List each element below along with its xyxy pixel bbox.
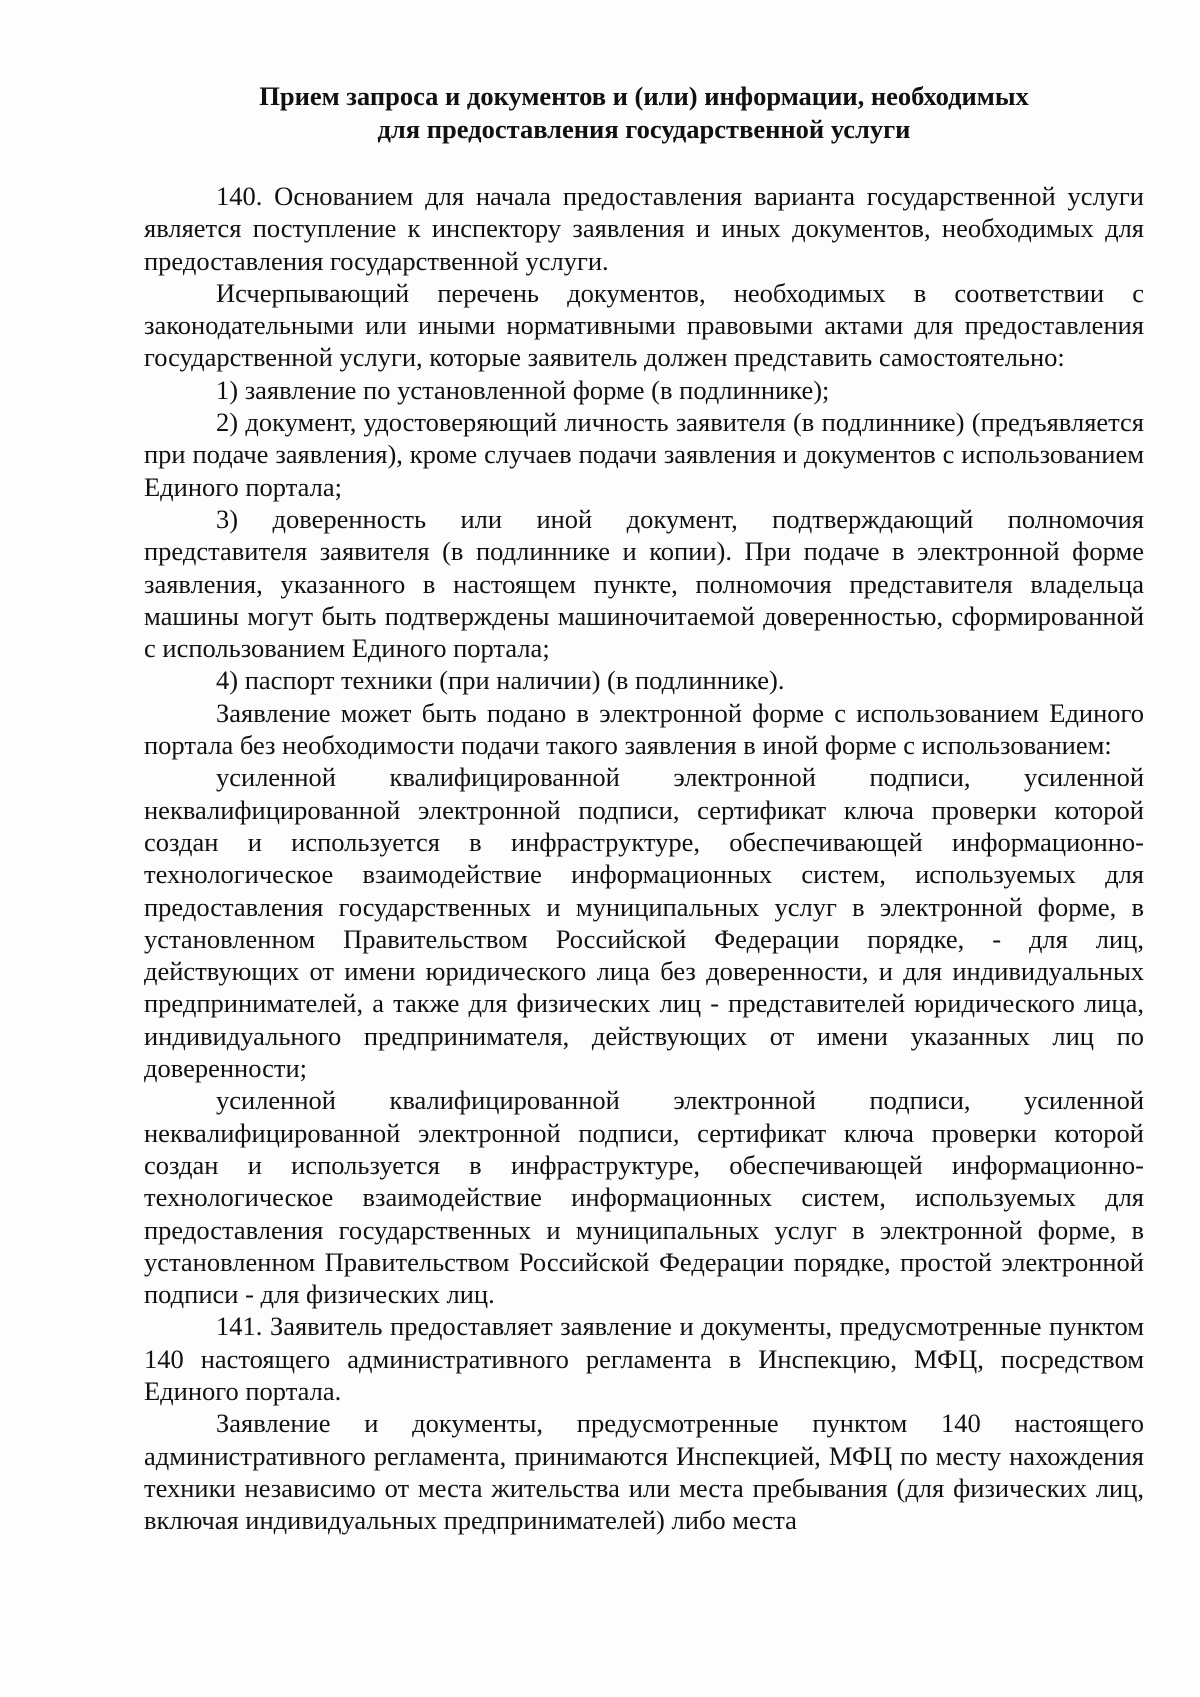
paragraph-electronic-form: Заявление может быть подано в электронной форме с использованием Единого портала без необходимости подачи такого заявления в иной форме с использованием: xyxy=(144,697,1144,761)
paragraph-signature-individual: усиленной квалифицированной электронной подписи, усиленной неквалифицированной электронной подписи, сертификат ключа проверки которой создан и используется в инфраструктуре, обеспечивающей информационно-технологическое взаимодействие информационных систем, используемых для предоставления государственных и муниципальных услуг в электронной форме, в установленном Правительством Российской Федерации порядке, простой электронной подписи - для физических лиц. xyxy=(144,1085,1144,1310)
paragraph-documents-list-intro: Исчерпывающий перечень документов, необходимых в соответствии с законодательными или иными нормативными правовыми актами для предоставления государственной услуги, которые заявитель должен представить самостоятельно: xyxy=(144,277,1144,373)
document-body xyxy=(144,80,1144,1536)
section-title xyxy=(144,80,1144,146)
list-item-3: 3) доверенность или иной документ, подтверждающий полномочия представителя заявителя (в подлиннике и копии). При подаче в электронной форме заявления, указанного в настоящем пункте, полномочия представителя владельца машины могут быть подтверждены машиночитаемой доверенностью, сформированной с использованием Единого портала; xyxy=(144,503,1144,664)
paragraph-140: 140. Основанием для начала предоставления варианта государственной услуги является поступление к инспектору заявления и иных документов, необходимых для предоставления государственной услуги. xyxy=(144,181,1144,276)
section-title-line-1: Прием запроса и документов и (или) информации, необходимых xyxy=(259,81,1029,111)
paragraph-acceptance: Заявление и документы, предусмотренные пунктом 140 настоящего административного регламента, принимаются Инспекцией, МФЦ по месту нахождения техники независимо от места жительства или места пребывания (для физических лиц, включая индивидуальных предпринимателей) либо места xyxy=(144,1408,1144,1536)
list-item-1: 1) заявление по установленной форме (в подлиннике); xyxy=(216,374,830,405)
paragraph-signature-legal: усиленной квалифицированной электронной подписи, усиленной неквалифицированной электронной подписи, сертификат ключа проверки которой создан и используется в инфраструктуре, обеспечивающей информационно-технологическое взаимодействие информационных систем, используемых для предоставления государственных и муниципальных услуг в электронной форме, в установленном Правительством Российской Федерации порядке, - для лиц, действующих от имени юридического лица без доверенности, и для индивидуальных предпринимателей, а также для физических лиц - представителей юридического лица, индивидуального предпринимателя, действующих от имени указанных лиц по доверенности; xyxy=(144,762,1144,1084)
list-item-4: 4) паспорт техники (при наличии) (в подлиннике). xyxy=(216,665,785,696)
paragraph-141: 141. Заявитель предоставляет заявление и документы, предусмотренные пунктом 140 настоящего административного регламента в Инспекцию, МФЦ, посредством Единого портала. xyxy=(144,1311,1144,1406)
list-item-2: 2) документ, удостоверяющий личность заявителя (в подлиннике) (предъявляется при подаче заявления), кроме случаев подачи заявления и документов с использованием Единого портала; xyxy=(144,407,1144,502)
section-title-line-2: для предоставления государственной услуги xyxy=(377,114,911,144)
